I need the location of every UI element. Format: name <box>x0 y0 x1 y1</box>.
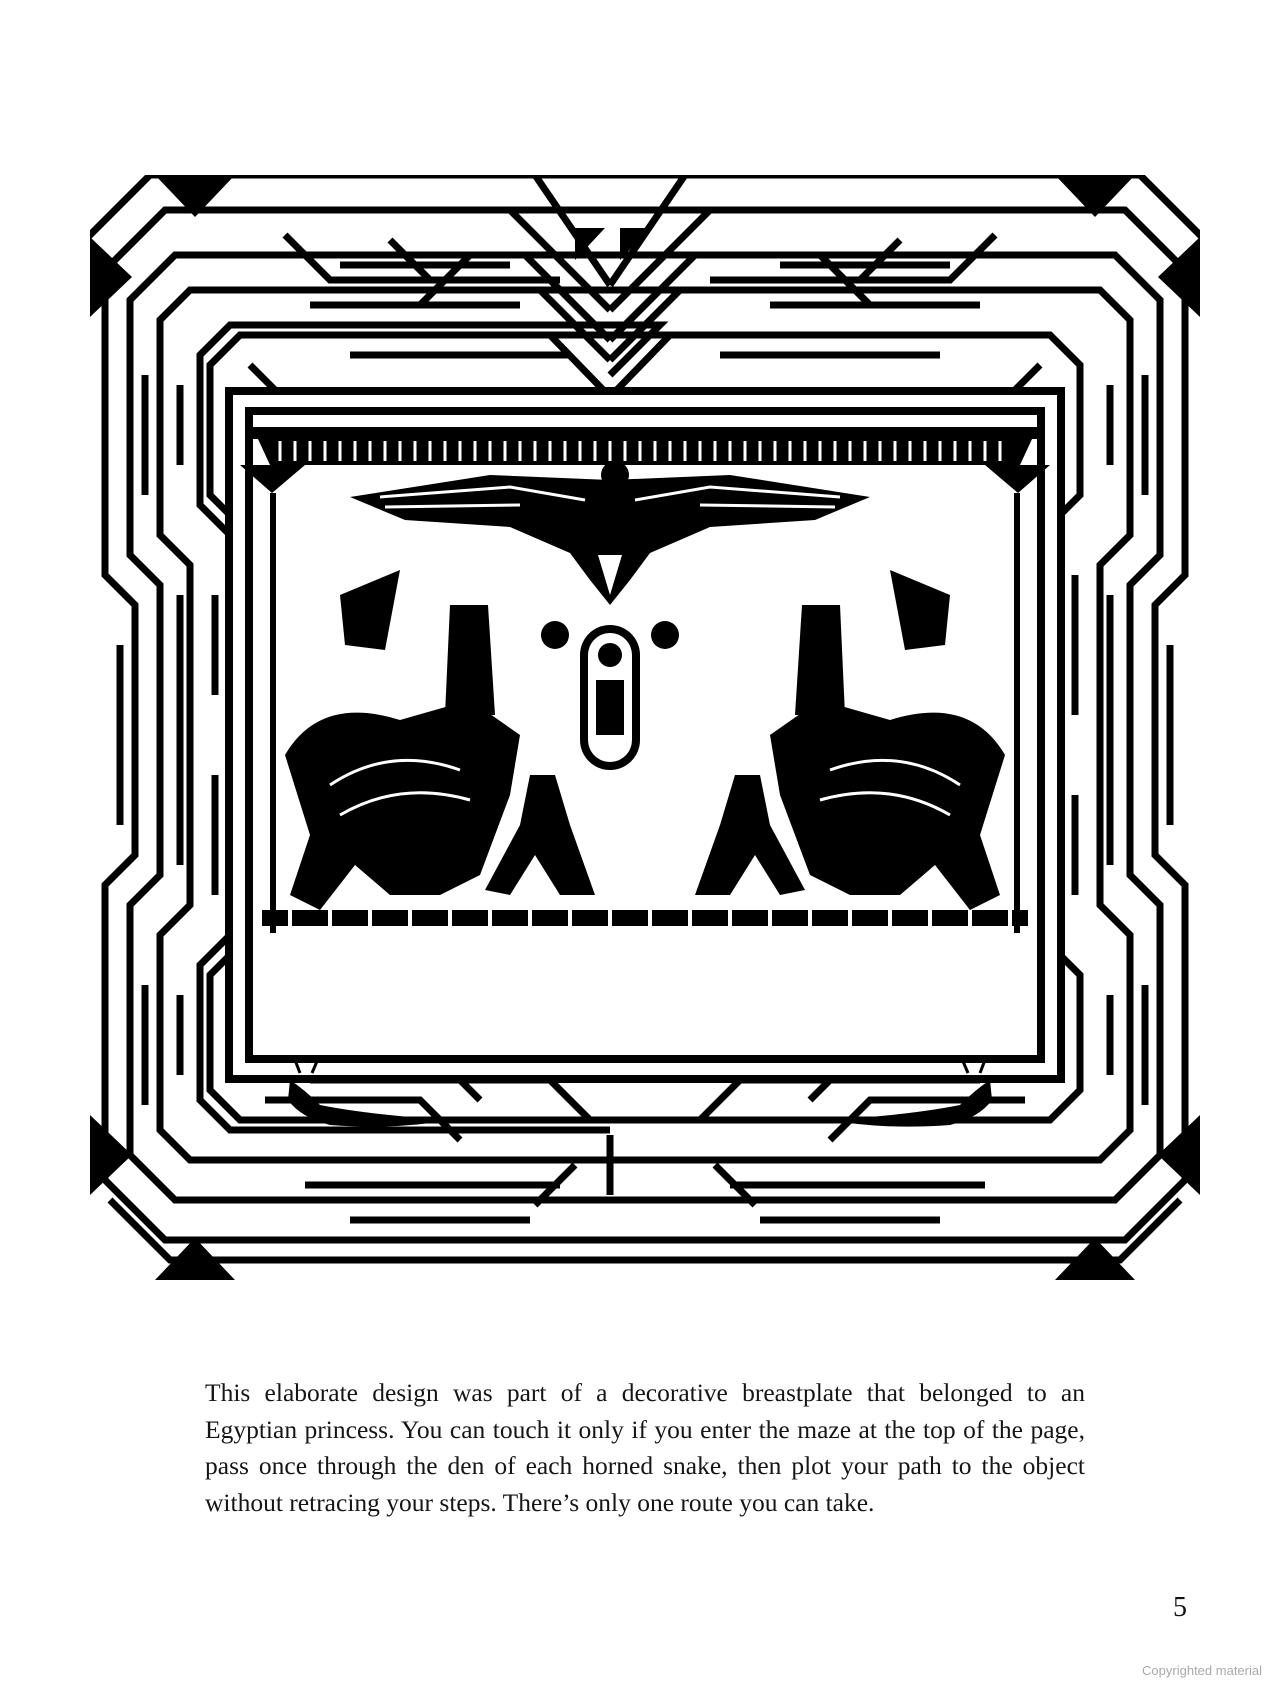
breastplate-frieze <box>250 427 1040 465</box>
maze-illustration <box>90 175 1200 1280</box>
caption-paragraph: This elaborate design was part of a decorative breastplate that belonged to an Egyptian princess. You can touch it only if you enter the maze at the top of the page, pass once through the den of each horned snake, then plot your path to the object without retracing your steps. There’s only one route you can take. <box>205 1378 1085 1517</box>
caption-text-block <box>205 1375 1085 1521</box>
page-number: 5 <box>1173 1592 1187 1623</box>
base-bar <box>262 910 1028 926</box>
copyright-watermark: Copyrighted material <box>1142 1663 1262 1678</box>
breastplate-artwork <box>225 387 1065 1083</box>
